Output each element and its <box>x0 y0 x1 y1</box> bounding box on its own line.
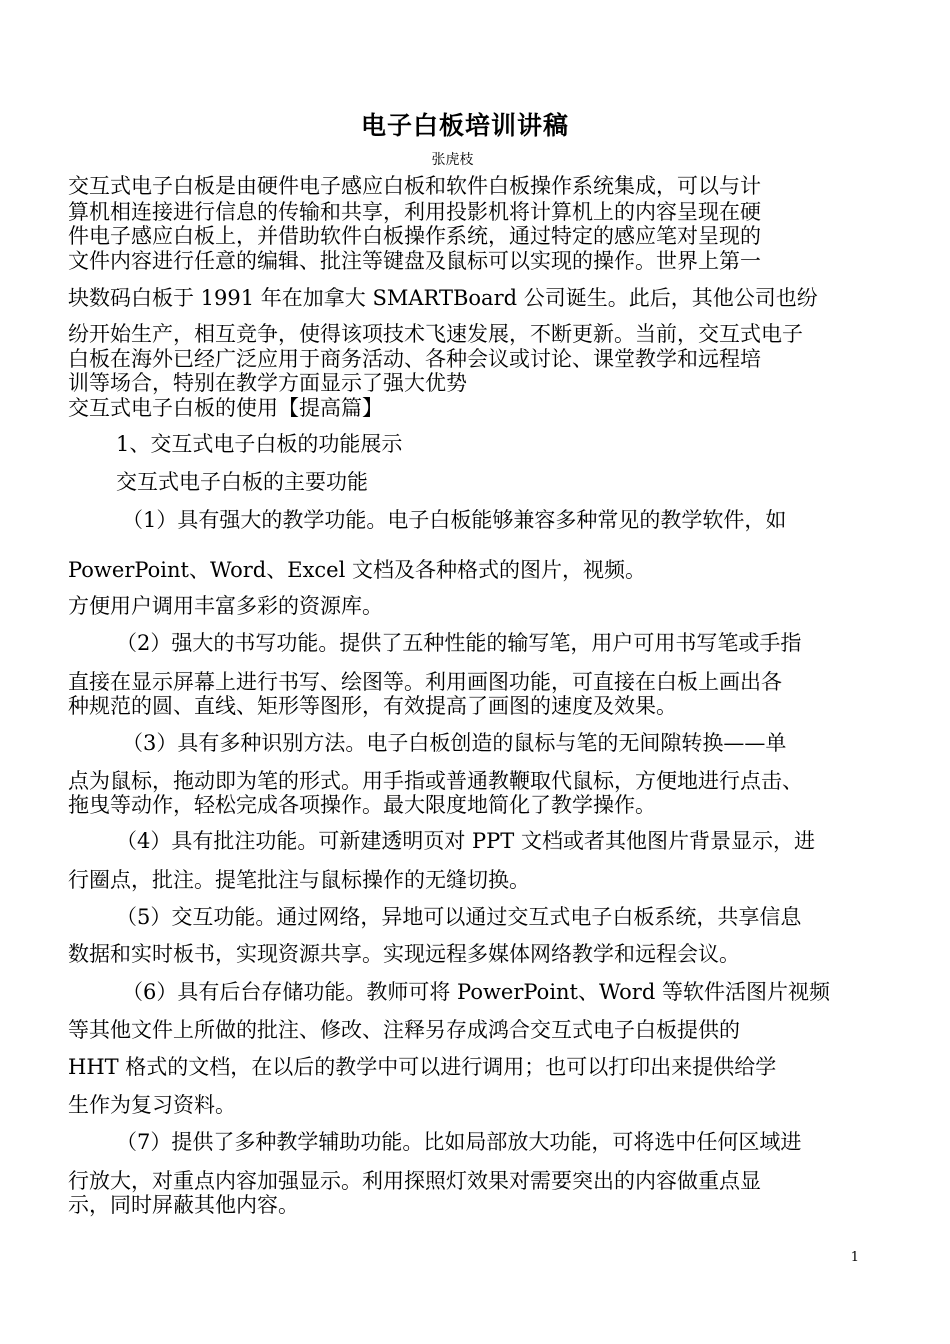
subsection-heading: 1、交互式电子白板的功能展示 <box>116 432 403 456</box>
text-line: 块数码白板于 1991 年在加拿大 SMARTBoard 公司诞生。此后，其他公司也纷 <box>68 286 818 310</box>
text-line: 件电子感应白板上，并借助软件白板操作系统，通过特定的感应笔对呈现的 <box>68 224 761 248</box>
text-line: 示，同时屏蔽其他内容。 <box>68 1193 299 1217</box>
text-line: 方便用户调用丰富多彩的资源库。 <box>68 594 383 618</box>
page-number: 1 <box>850 1250 859 1265</box>
text-line: （2）强大的书写功能。提供了五种性能的输写笔，用户可用书写笔或手指 <box>116 631 802 655</box>
text-line: 生作为复习资料。 <box>68 1093 236 1117</box>
text-line: 种规范的圆、直线、矩形等图形，有效提高了画图的速度及效果。 <box>68 694 677 718</box>
text-line: （4）具有批注功能。可新建透明页对 PPT 文档或者其他图片背景显示，进 <box>116 829 815 853</box>
text-line: 算机相连接进行信息的传输和共享，利用投影机将计算机上的内容呈现在硬 <box>68 200 761 224</box>
text-line: HHT 格式的文档，在以后的教学中可以进行调用；也可以打印出来提供给学 <box>68 1055 777 1079</box>
document-title: 电子白板培训讲稿 <box>360 111 569 140</box>
text-line: （1）具有强大的教学功能。电子白板能够兼容多种常见的教学软件，如 <box>122 508 787 532</box>
text-line: 白板在海外已经广泛应用于商务活动、各种会议或讨论、课堂教学和远程培 <box>68 347 761 371</box>
subsection-heading: 交互式电子白板的主要功能 <box>116 470 368 494</box>
text-line: 等其他文件上所做的批注、修改、注释另存成鸿合交互式电子白板提供的 <box>68 1018 740 1042</box>
section-heading: 交互式电子白板的使用【提高篇】 <box>68 396 383 420</box>
text-line: （7）提供了多种教学辅助功能。比如局部放大功能，可将选中任何区域进 <box>116 1130 802 1154</box>
text-line: 纷开始生产，相互竞争，使得该项技术飞速发展，不断更新。当前，交互式电子 <box>68 322 803 346</box>
text-line: 数据和实时板书，实现资源共享。实现远程多媒体网络教学和远程会议。 <box>68 942 740 966</box>
text-line: （6）具有后台存储功能。教师可将 PowerPoint、Word 等软件活图片视频 <box>122 980 830 1004</box>
text-line: 文件内容进行任意的编辑、批注等键盘及鼠标可以实现的操作。世界上第一 <box>68 249 761 273</box>
text-line: 训等场合，特别在教学方面显示了强大优势 <box>68 371 467 395</box>
document-author: 张虎枝 <box>431 152 474 168</box>
text-line: 拖曳等动作，轻松完成各项操作。最大限度地简化了教学操作。 <box>68 793 656 817</box>
text-line: 点为鼠标，拖动即为笔的形式。用手指或普通教鞭取代鼠标，方便地进行点击、 <box>68 769 803 793</box>
text-line: 行圈点，批注。提笔批注与鼠标操作的无缝切换。 <box>68 868 530 892</box>
text-line: 直接在显示屏幕上进行书写、绘图等。利用画图功能，可直接在白板上画出各 <box>68 670 782 694</box>
text-line: （3）具有多种识别方法。电子白板创造的鼠标与笔的无间隙转换——单 <box>122 731 787 755</box>
text-line: （5）交互功能。通过网络，异地可以通过交互式电子白板系统，共享信息 <box>116 905 802 929</box>
text-line: 行放大，对重点内容加强显示。利用探照灯效果对需要突出的内容做重点显 <box>68 1169 761 1193</box>
text-line: PowerPoint、Word、Excel 文档及各种格式的图片，视频。 <box>68 558 647 582</box>
text-line: 交互式电子白板是由硬件电子感应白板和软件白板操作系统集成，可以与计 <box>68 174 761 198</box>
